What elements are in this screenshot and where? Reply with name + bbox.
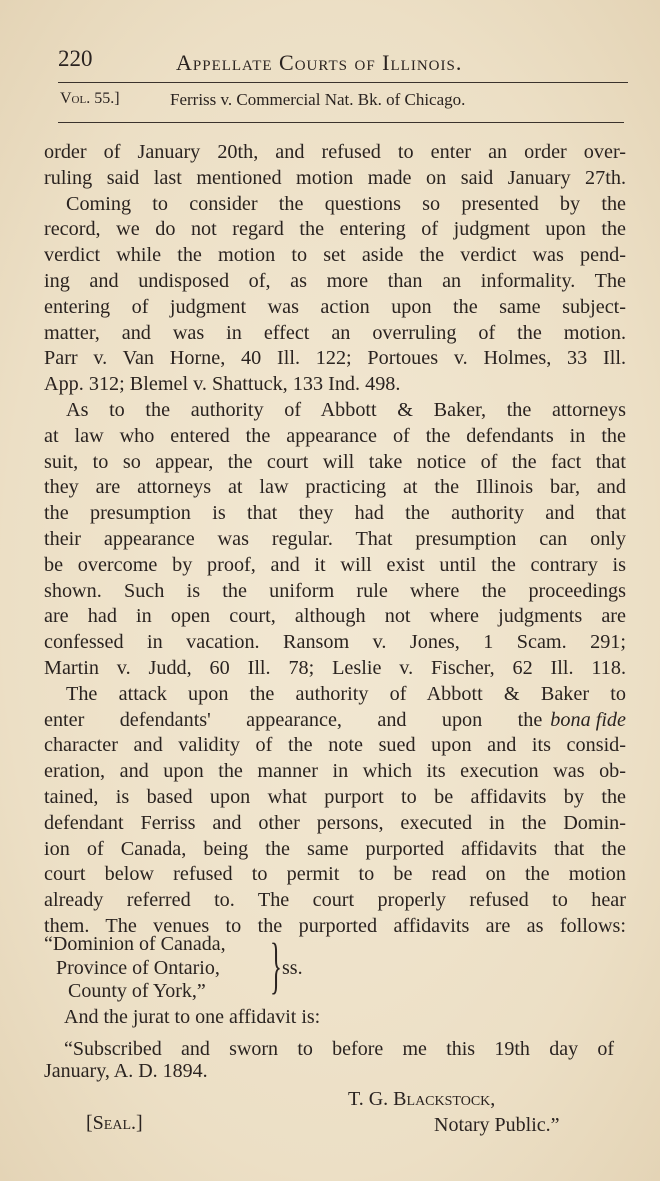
notary-title: Notary Public.” (434, 1114, 560, 1136)
text-line (44, 450, 626, 476)
body-text (44, 140, 626, 940)
venue-line-3: County of York,” (68, 980, 206, 1002)
text-line (44, 785, 626, 811)
volume-label: Vol. 55.] (60, 90, 120, 107)
text-line (44, 888, 626, 914)
text-line (44, 553, 626, 579)
text-line (44, 759, 626, 785)
text-line-content: shown. Such is the uniform rule where the proceedings (44, 579, 626, 602)
text-line (44, 166, 626, 192)
text-line (44, 269, 626, 295)
text-line-content: be overcome by proof, and it will exist until the contrary is (44, 553, 626, 576)
header-rule-lower (58, 122, 624, 123)
venue-line-1: “Dominion of Canada, (44, 933, 226, 955)
text-line (44, 527, 626, 553)
text-line-content: court below refused to permit to be read on the motion (44, 863, 626, 886)
text-line (44, 811, 626, 837)
text-line-content: As to the authority of Abbott & Baker, the attorneys (66, 398, 626, 421)
text-line (44, 243, 626, 269)
text-line-content: Martin v. Judd, 60 Ill. 78; Leslie v. Fischer, 62 Ill. 118. (44, 656, 626, 679)
text-line-content: their appearance was regular. That presumption can only (44, 527, 626, 550)
text-line-content: entering of judgment was action upon the same subject- (44, 295, 626, 318)
text-line (44, 862, 626, 888)
text-line-content: confessed in vacation. Ransom v. Jones, 1 Scam. 291; (44, 631, 626, 654)
text-line (44, 192, 626, 218)
running-title: Appellate Courts of Illinois. (176, 50, 463, 75)
text-line (44, 140, 626, 166)
text-line-content: eration, and upon the manner in which its execution was ob- (44, 760, 626, 783)
text-line (44, 372, 626, 398)
text-line-content: enter defendants' appearance, and upon the (44, 708, 543, 731)
text-line (44, 501, 626, 527)
text-line-content: verdict while the motion to set aside the verdict was pend- (44, 244, 626, 267)
text-line (44, 217, 626, 243)
text-line-content: matter, and was in effect an overruling of the motion. (44, 321, 626, 344)
header-rule (58, 82, 628, 83)
text-line-content: order of January 20th, and refused to enter an order over- (44, 141, 626, 163)
venue-line-2: Province of Ontario, (56, 957, 220, 979)
text-line-content: they are attorneys at law practicing at the Illinois bar, and (44, 476, 626, 499)
text-line (44, 656, 626, 682)
page-number: 220 (58, 46, 93, 71)
brace: } (270, 932, 282, 1000)
text-line (44, 708, 626, 734)
text-line (44, 630, 626, 656)
text-line-content: character and validity of the note sued upon and its consid- (44, 734, 626, 757)
text-line-content: defendant Ferriss and other persons, executed in the Domin- (44, 811, 626, 834)
jurat-intro: And the jurat to one affidavit is: (64, 1006, 321, 1028)
text-line-content: at law who entered the appearance of the defendants in the (44, 424, 626, 447)
italic-phrase: bona fide (550, 708, 626, 731)
text-line-content: Parr v. Van Horne, 40 Ill. 122; Portoues v. Holmes, 33 Ill. (44, 347, 626, 370)
jurat-line-2: January, A. D. 1894. (44, 1060, 208, 1082)
text-line-content: the presumption is that they had the authority and that (44, 502, 626, 525)
case-title: Ferriss v. Commercial Nat. Bk. of Chicago. (170, 90, 466, 109)
notary-name: T. G. Blackstock, (348, 1088, 496, 1110)
text-line-content: Coming to consider the questions so presented by the (66, 192, 626, 215)
text-line (44, 604, 626, 630)
text-line-content: ing and undisposed of, as more than an informality. The (44, 269, 626, 292)
text-line-content: already referred to. The court properly refused to hear (44, 889, 626, 912)
text-line-content: record, we do not regard the entering of judgment upon the (44, 218, 626, 241)
text-line (44, 346, 626, 372)
seal-label: [Seal.] (86, 1112, 143, 1134)
text-line-content: them. The venues to the purported affidavits are as follows: (44, 914, 626, 937)
text-line-content: The attack upon the authority of Abbott & Baker to (66, 682, 626, 705)
jurat-line-1: “Subscribed and sworn to before me this 19th day of (64, 1038, 614, 1060)
text-line-content: ruling said last mentioned motion made on said January 27th. (44, 166, 626, 189)
text-line (44, 837, 626, 863)
text-line (44, 682, 626, 708)
text-line-content: tained, is based upon what purport to be affidavits by the (44, 785, 626, 808)
text-line (44, 579, 626, 605)
text-line (44, 733, 626, 759)
text-line (44, 424, 626, 450)
text-line (44, 321, 626, 347)
text-line (44, 475, 626, 501)
text-line (44, 295, 626, 321)
text-line (44, 398, 626, 424)
text-line-content: App. 312; Blemel v. Shattuck, 133 Ind. 498. (44, 373, 401, 396)
text-line-content: ion of Canada, being the same purported affidavits that the (44, 837, 626, 860)
venue-ss: ss. (282, 957, 303, 979)
text-line-content: suit, to so appear, the court will take notice of the fact that (44, 450, 626, 473)
text-line-content: are had in open court, although not where judgments are (44, 605, 626, 628)
